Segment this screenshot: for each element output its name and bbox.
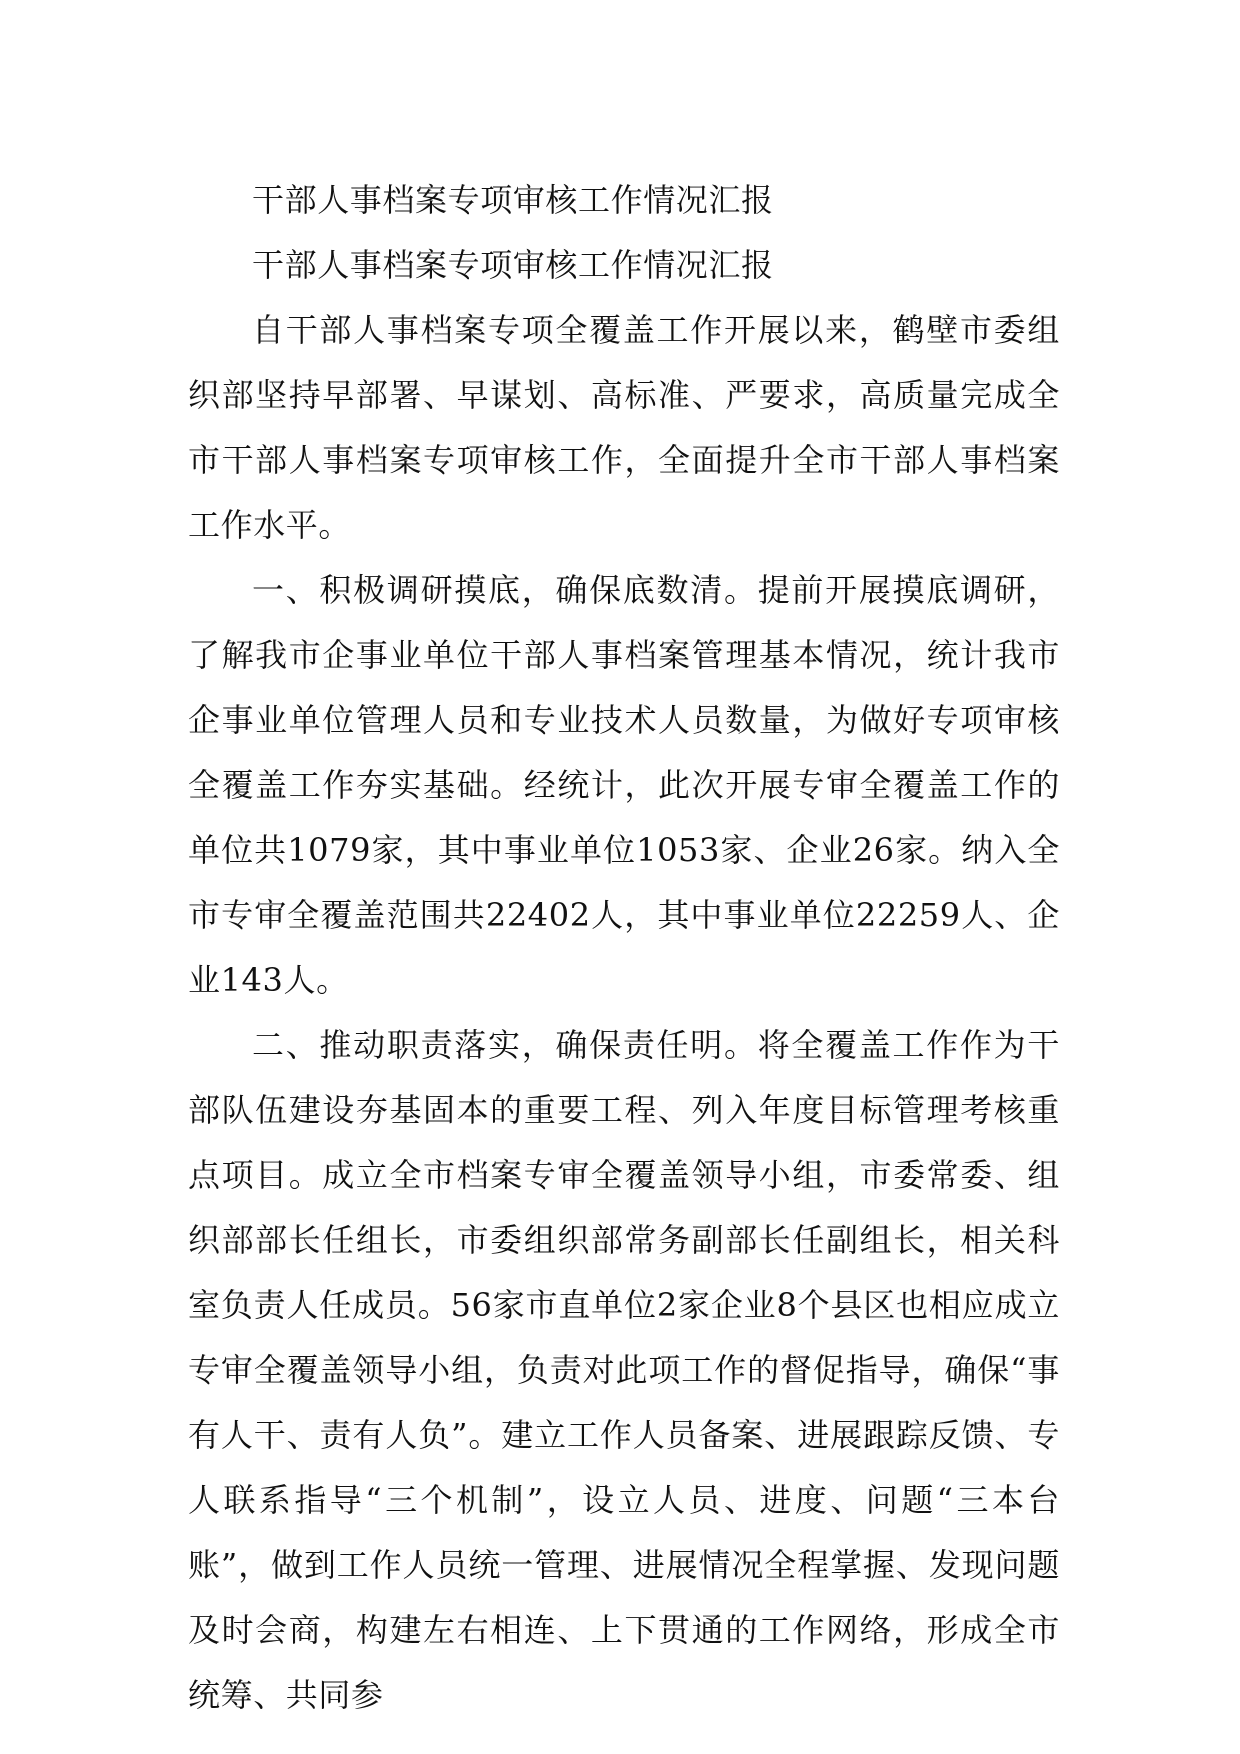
document-title-line-2: 干部人事档案专项审核工作情况汇报 bbox=[252, 246, 774, 284]
paragraph-section-1: 一、积极调研摸底，确保底数清。提前开展摸底调研，了解我市企事业单位干部人事档案管理基本情况，统计我市企事业单位管理人员和专业技术人员数量，为做好专项审核全覆盖工作夯实基础。经统计，此次开展专审全覆盖工作的单位共1079家，其中事业单位1053家、企业26家。纳入全市专审全覆盖范围共22402人，其中事业单位22259人、企业143人。 bbox=[188, 571, 1060, 999]
paragraph-intro: 自干部人事档案专项全覆盖工作开展以来，鹤壁市委组织部坚持早部署、早谋划、高标准、严要求，高质量完成全市干部人事档案专项审核工作，全面提升全市干部人事档案工作水平。 bbox=[188, 311, 1060, 544]
paragraph-section-2: 二、推动职责落实，确保责任明。将全覆盖工作作为干部队伍建设夯基固本的重要工程、列入年度目标管理考核重点项目。成立全市档案专审全覆盖领导小组，市委常委、组织部部长任组长，市委组织部常务副部长任副组长，相关科室负责人任成员。56家市直单位2家企业8个县区也相应成立专审全覆盖领导小组，负责对此项工作的督促指导，确保“事有人干、责有人负”。建立工作人员备案、进展跟踪反馈、专人联系指导“三个机制”，设立人员、进度、问题“三本台账”，做到工作人员统一管理、进展情况全程掌握、发现问题及时会商，构建左右相连、上下贯通的工作网络，形成全市统筹、共同参 bbox=[188, 1026, 1060, 1714]
document-title-line-1: 干部人事档案专项审核工作情况汇报 bbox=[252, 181, 774, 219]
document-body bbox=[188, 168, 1060, 1728]
